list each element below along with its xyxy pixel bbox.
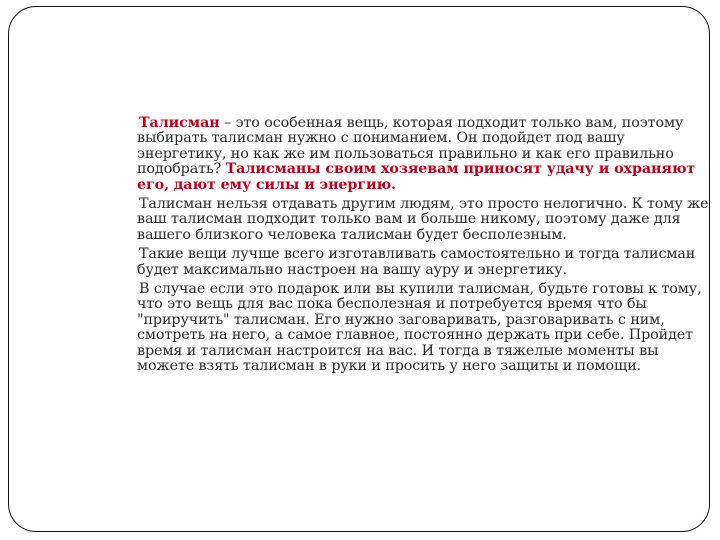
intro-emphasis: Талисманы своим хозяевам приносят удачу и охраняют его, дают ему силы и энергию. [137, 161, 696, 193]
paragraph-make-yourself: Такие вещи лучше всего изготавливать самостоятельно и тогда талисман будет максимально настроен на вашу ауру и энергетику. [137, 246, 696, 278]
paragraph-do-not-give: Талисман нельзя отдавать другим людям, это просто нелогично. К тому же ваш талисман подходит только вам и больше никому, поэтому даже для вашего близкого человека талисман будет бесполезным. [137, 196, 709, 243]
term-talisman: Талисман [139, 115, 220, 131]
paragraph-intro [137, 116, 715, 193]
paragraph-gift-or-bought: В случае если это подарок или вы купили талисман, будьте готовы к тому, что это вещь для вас пока бесполезная и потребуется время что бы "приручить" талисман. Его нужно заговаривать, разговаривать с ним, смотреть на него, а самое главное, постоянно держать при себе. Пройдет время и талисман настроится на вас. И тогда в тяжелые моменты вы можете взять талисман в руки и просить у него защиты и помощи. [137, 281, 702, 375]
intro-text: – это особенная вещь, которая подходит только вам, поэтому выбирать талисман нужно с пониманием. Он подойдет под вашу энергетику, но как же им пользоваться правильно и как его правильно подобрать? [137, 115, 684, 178]
text-block [137, 116, 715, 379]
